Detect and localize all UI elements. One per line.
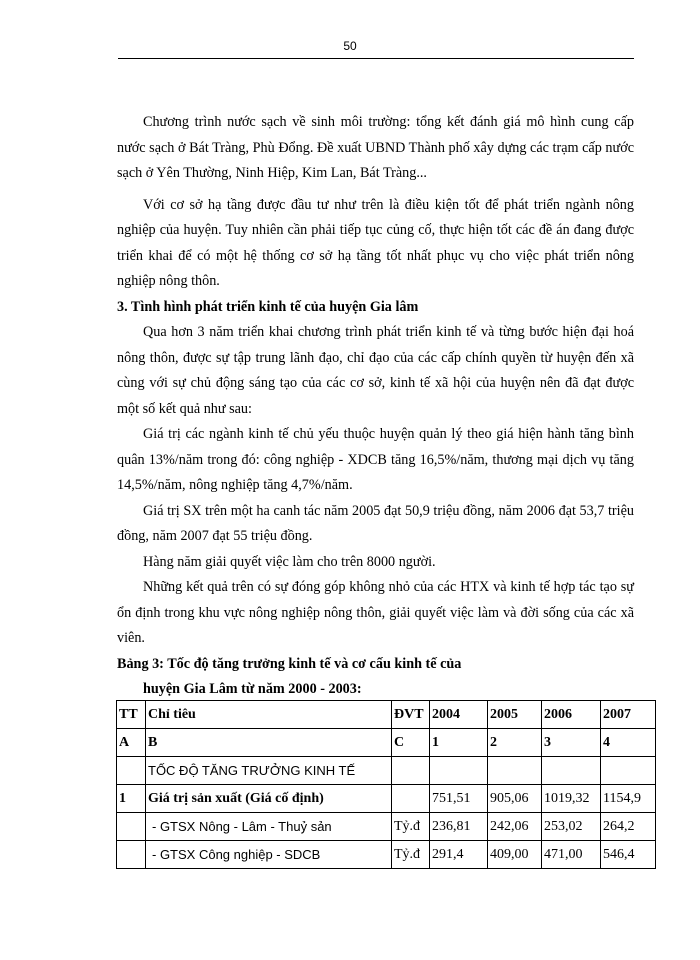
table-cell: A (117, 729, 146, 757)
paragraph-growth-rate: Giá trị các ngành kinh tế chủ yếu thuộc huyện quản lý theo giá hiện hành tăng bình quân 13%/năm trong đó: công nghiệp - XDCB tăng 16,5%/năm, thương mại dịch vụ tăng 14,5%/năm, nông nghiệp tăng 4,7%/năm. (117, 426, 634, 493)
paragraph-infrastructure: Với cơ sở hạ tầng được đầu tư như trên là điều kiện tốt để phát triển ngành nông nghiệp của huyện. Tuy nhiên cần phải tiếp tục củng cố, thực hiện tốt các đề án đang được triển khai để có một hệ thống cơ sở hạ tầng tốt nhất phục vụ cho việc phát triển nông nghiệp nông thôn. (117, 196, 634, 289)
table-cell: 471,00 (542, 841, 601, 869)
table-cell: 242,06 (488, 813, 542, 841)
table-cell: 1154,9 (601, 785, 656, 813)
header-cell: 2004 (430, 701, 488, 729)
table-header-row (117, 701, 656, 729)
header-cell: 2005 (488, 701, 542, 729)
table-cell: Giá trị sản xuất (Giá cố định) (146, 785, 392, 813)
paragraph-clean-water: Chương trình nước sạch về sinh môi trường: tổng kết đánh giá mô hình cung cấp nước sạch ở Bát Tràng, Phù Đổng. Đề xuất UBND Thành phố xây dựng các trạm cấp nước sạch ở Yên Thường, Ninh Hiệp, Kim Lan, Bát Tràng... (117, 114, 634, 181)
paragraph-employment: Hàng năm giải quyết việc làm cho trên 8000 người. (143, 553, 436, 570)
table-cell: 291,4 (430, 841, 488, 869)
paragraph-production-value: Giá trị SX trên một ha canh tác năm 2005 đạt 50,9 triệu đồng, năm 2006 đạt 53,7 triệu đồng, năm 2007 đạt 55 triệu đồng. (117, 502, 634, 544)
table-caption-line-2: huyện Gia Lâm từ năm 2000 - 2003: (143, 681, 362, 697)
table-section-row (117, 757, 656, 785)
table-cell: Tỷ.đ (392, 841, 430, 869)
table-cell: 751,51 (430, 785, 488, 813)
table-cell: 4 (601, 729, 656, 757)
table-cell: 236,81 (430, 813, 488, 841)
table-cell: 1 (117, 785, 146, 813)
table-cell: 264,2 (601, 813, 656, 841)
header-cell: 2006 (542, 701, 601, 729)
table-cell: 3 (542, 729, 601, 757)
table-cell (601, 757, 656, 785)
header-cell: ĐVT (392, 701, 430, 729)
table-cell (488, 757, 542, 785)
table-cell (430, 757, 488, 785)
page-number: 50 (343, 39, 357, 53)
table-cell (117, 757, 146, 785)
header-cell: 2007 (601, 701, 656, 729)
table-cell: 253,02 (542, 813, 601, 841)
table-cell: TỐC ĐỘ TĂNG TRƯỞNG KINH TẾ (146, 757, 392, 785)
table-cell: B (146, 729, 392, 757)
table-cell (542, 757, 601, 785)
table-cell: 409,00 (488, 841, 542, 869)
table-row (117, 813, 656, 841)
table-cell: C (392, 729, 430, 757)
paragraph-cooperatives: Những kết quả trên có sự đóng góp không nhỏ của các HTX và kinh tế hợp tác tạo sự ổn định trong khu vực nông nghiệp nông thôn, giải quyết việc làm và đời sống của các xã viên. (117, 579, 634, 646)
header-cell: TT (117, 701, 146, 729)
paragraph-overview: Qua hơn 3 năm triển khai chương trình phát triển kinh tế và từng bước hiện đại hoá nông thôn, được sự tập trung lãnh đạo, chỉ đạo của các cấp chính quyền từ huyện đến xã cùng với sự chủ động sáng tạo của các cơ sở, kinh tế xã hội của huyện nên đã đạt được một số kết quả như sau: (117, 324, 634, 417)
document-body (117, 110, 634, 703)
table-cell: 1019,32 (542, 785, 601, 813)
table-code-row (117, 729, 656, 757)
table-cell: 546,4 (601, 841, 656, 869)
economic-growth-table (116, 700, 656, 869)
section-heading-3: 3. Tình hình phát triển kinh tế của huyện Gia lâm (117, 298, 419, 315)
table-cell (392, 757, 430, 785)
header-rule (118, 58, 634, 59)
table-cell: - GTSX Công nghiệp - SDCB (146, 841, 392, 869)
table-cell: 1 (430, 729, 488, 757)
header-cell: Chỉ tiêu (146, 701, 392, 729)
table-cell (392, 785, 430, 813)
table-caption-line-1: Bảng 3: Tốc độ tăng trưởng kinh tế và cơ cấu kinh tế của (117, 655, 462, 672)
table-cell: 2 (488, 729, 542, 757)
table-cell: 905,06 (488, 785, 542, 813)
table-row (117, 785, 656, 813)
table-cell: - GTSX Nông - Lâm - Thuỷ sản (146, 813, 392, 841)
table-cell (117, 841, 146, 869)
table-row (117, 841, 656, 869)
table-cell (117, 813, 146, 841)
table-cell: Tỷ.đ (392, 813, 430, 841)
